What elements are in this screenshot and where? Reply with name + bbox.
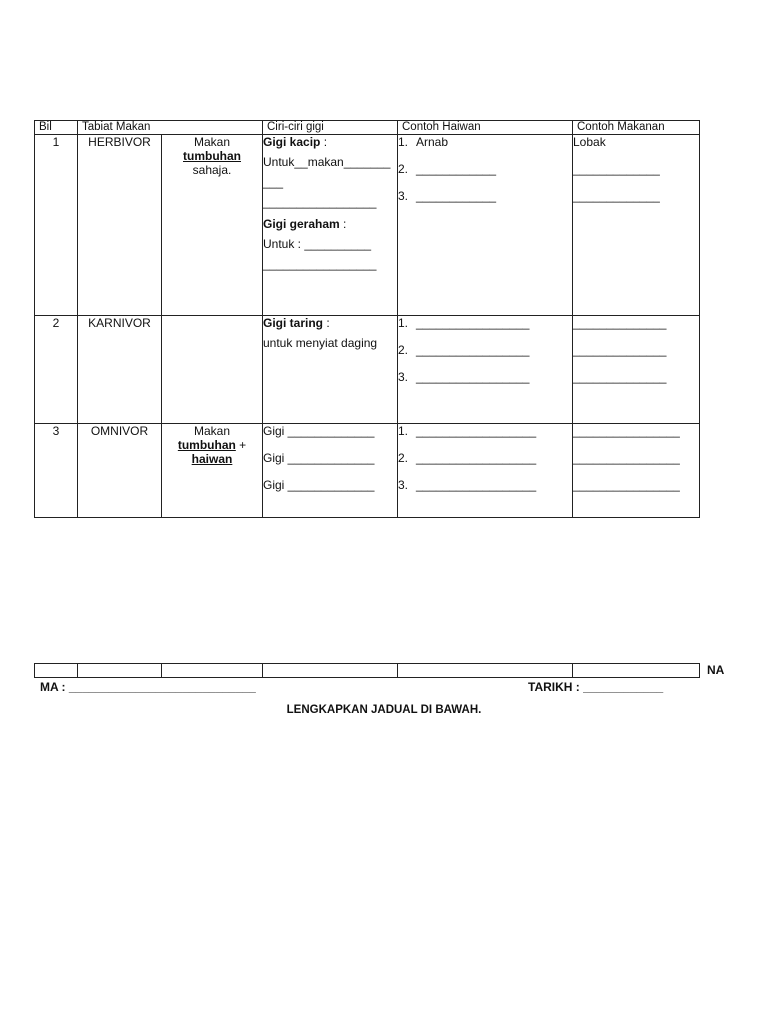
table-header-row: [35, 121, 700, 135]
food-line[interactable]: Lobak: [573, 135, 606, 149]
header-contoh-makanan: Contoh Makanan: [573, 121, 700, 135]
list-item[interactable]: 2. __________________: [398, 451, 537, 465]
header-contoh-haiwan: Contoh Haiwan: [398, 121, 573, 135]
empty-cell: [162, 664, 263, 678]
teeth-line[interactable]: untuk menyiat daging: [263, 336, 378, 350]
table-row: [35, 424, 700, 518]
animal-examples: [398, 316, 573, 424]
diet-description: [162, 316, 263, 424]
teeth-line[interactable]: Gigi _____________: [263, 451, 375, 465]
diet-description: [162, 135, 263, 316]
food-line[interactable]: ________________: [573, 451, 680, 465]
desc-keyword: haiwan: [191, 452, 233, 466]
diet-type: OMNIVOR: [78, 424, 162, 518]
list-item[interactable]: 1. Arnab: [398, 135, 449, 149]
animal-examples: [398, 424, 573, 518]
list-item[interactable]: 2. _________________: [398, 343, 530, 357]
table-row: [35, 316, 700, 424]
teeth-line[interactable]: Gigi geraham :: [263, 217, 347, 231]
header-tabiat-makan: Tabiat Makan: [78, 121, 263, 135]
table-row: [35, 135, 700, 316]
header-bil: Bil: [35, 121, 78, 135]
empty-cell: [78, 664, 162, 678]
food-line[interactable]: ______________: [573, 343, 667, 357]
list-item[interactable]: 3. ____________: [398, 189, 497, 203]
empty-cell: [263, 664, 398, 678]
teeth-line[interactable]: _________________: [263, 257, 377, 271]
teeth-line[interactable]: _________________: [263, 195, 377, 209]
row-number: 2: [35, 316, 78, 424]
diet-type: HERBIVOR: [78, 135, 162, 316]
list-item[interactable]: 1. __________________: [398, 424, 537, 438]
list-item[interactable]: 3. _________________: [398, 370, 530, 384]
teeth-line[interactable]: Gigi kacip :: [263, 135, 328, 149]
teeth-line[interactable]: Untuk : __________: [263, 237, 372, 251]
desc-line: Makan: [193, 135, 231, 149]
list-item[interactable]: 2. ____________: [398, 162, 497, 176]
empty-cell: [398, 664, 573, 678]
teeth-line[interactable]: Gigi taring :: [263, 316, 330, 330]
empty-cell: [573, 664, 700, 678]
empty-table-strip: [34, 663, 700, 678]
row-number: 3: [35, 424, 78, 518]
row-number: 1: [35, 135, 78, 316]
plus-sign: +: [235, 438, 247, 452]
teeth-cell: [263, 316, 398, 424]
teeth-cell: [263, 135, 398, 316]
teeth-line[interactable]: Gigi _____________: [263, 478, 375, 492]
food-line[interactable]: _____________: [573, 189, 660, 203]
desc-keyword: tumbuhan: [183, 149, 241, 163]
na-label: NA: [707, 663, 725, 677]
desc-line: Makan: [193, 424, 231, 438]
food-examples: [573, 135, 700, 316]
food-line[interactable]: ________________: [573, 424, 680, 438]
habit-table: [34, 120, 700, 518]
food-line[interactable]: ______________: [573, 316, 667, 330]
teeth-line[interactable]: Untuk__makan_______: [263, 155, 391, 169]
teeth-cell: [263, 424, 398, 518]
food-line[interactable]: ______________: [573, 370, 667, 384]
desc-line: sahaja.: [192, 163, 232, 177]
list-item[interactable]: 3. __________________: [398, 478, 537, 492]
list-item[interactable]: 1. _________________: [398, 316, 530, 330]
diet-description: [162, 424, 263, 518]
empty-cell: [35, 664, 78, 678]
date-field[interactable]: TARIKH : ____________: [528, 680, 664, 694]
food-line[interactable]: _____________: [573, 162, 660, 176]
desc-keyword: tumbuhan: [177, 438, 236, 452]
food-line[interactable]: ________________: [573, 478, 680, 492]
diet-type: KARNIVOR: [78, 316, 162, 424]
food-examples: [573, 424, 700, 518]
teeth-line[interactable]: Gigi _____________: [263, 424, 375, 438]
instruction-text: LENGKAPKAN JADUAL DI BAWAH.: [286, 704, 482, 716]
header-ciri-gigi: Ciri-ciri gigi: [263, 121, 398, 135]
food-examples: [573, 316, 700, 424]
animal-examples: [398, 135, 573, 316]
teeth-line[interactable]: ___: [263, 175, 284, 189]
name-field[interactable]: MA : ____________________________: [40, 680, 256, 694]
